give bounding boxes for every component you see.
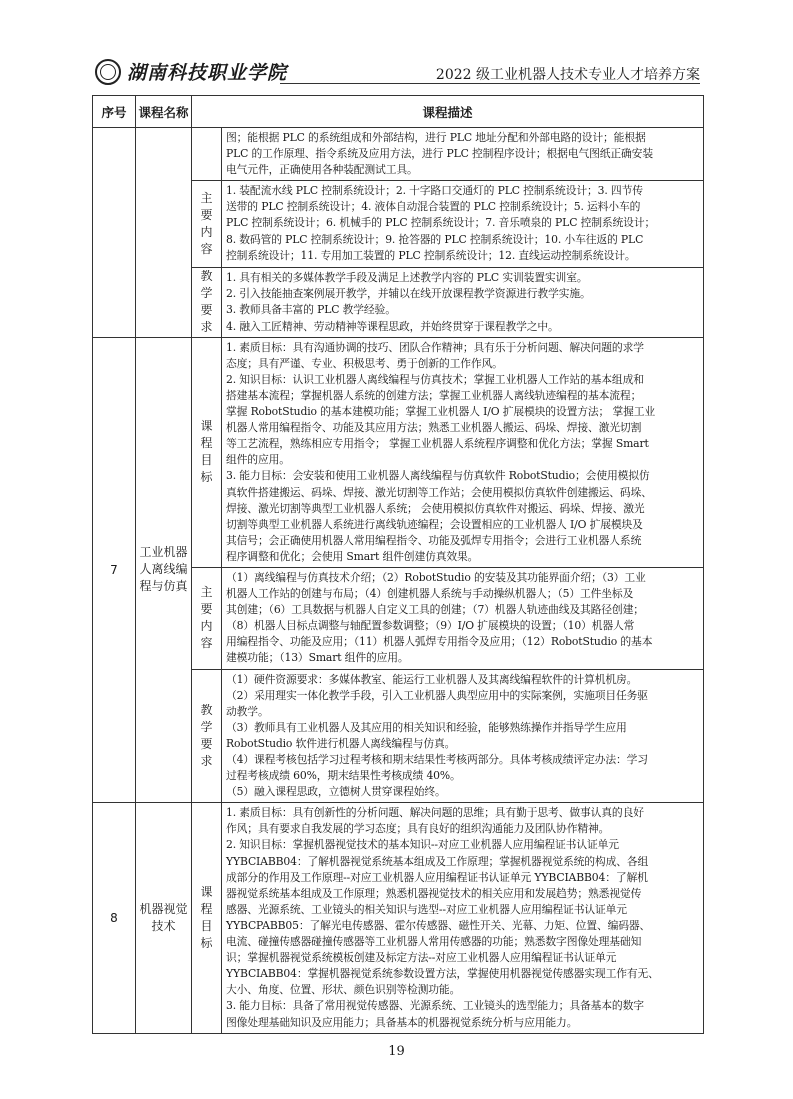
description-line: （1）离线编程与仿真技术介绍；（2）RobotStudio 的安装及其功能界面介绍；（3）工业 [226, 570, 646, 584]
description-line: 1. 素质目标：具有沟通协调的技巧、团队合作精神；具有乐于分析问题、解决问题的求学 [226, 340, 644, 354]
description-cell [222, 128, 704, 181]
description-line: 2. 知识目标：掌握机器视觉技术的基本知识--对应工业机器人应用编程证书认证单元 [226, 838, 619, 852]
course-name: 机器视觉技术 [136, 803, 192, 1033]
section-label: 主要内容 [192, 567, 222, 669]
description-line: YYBCIABB04：掌握机器视觉系统参数设置方法，掌握使用机器视觉传感器实现工作有无、 [226, 967, 659, 981]
description-line: 机器人常用编程指令、功能及其应用方法；熟悉工业机器人搬运、码垛、焊接、激光切割 [226, 421, 642, 435]
description-line: 识；掌握机器视觉系统模板创建及标定方法--对应工业机器人应用编程证书认证单元 [226, 951, 617, 965]
section-label: 主要内容 [192, 181, 222, 268]
course-number: 8 [93, 803, 136, 1033]
description-line: （4）课程考核包括学习过程考核和期末结果性考核两部分。具体考核成绩评定办法：学习 [226, 753, 648, 766]
section-cell [192, 128, 222, 181]
header-course-description: 课程描述 [192, 96, 704, 128]
description-cell [222, 181, 704, 268]
table-row [93, 803, 704, 1033]
description-line: 态度；具有严谨、专业、积极思考、勇于创新的工作作风。 [226, 356, 503, 370]
description-cell [222, 669, 704, 803]
description-cell [222, 803, 704, 1033]
description-line: （1）硬件资源要求：多媒体教室、能运行工业机器人及其离线编程软件的计算机机房。 [226, 672, 638, 686]
description-line: 焊接、激光切割等典型工业机器人系统； 会使用模拟仿真软件对搬运、码垛、焊接、激光 [226, 501, 645, 515]
description-line: 2. 知识目标：认识工业机器人离线编程与仿真技术；掌握工业机器人工作站的基本组成和 [226, 372, 644, 386]
description-line: 器视觉系统基本组成及工作原理；熟悉机器视觉技术的相关应用和发展趋势；熟悉视觉传 [226, 886, 642, 900]
course-table [92, 95, 704, 1034]
school-name-calligraphy: 湖南科技职业学院 [127, 62, 288, 84]
description-line: 8. 数码管的 PLC 控制系统设计；9. 抢答器的 PLC 控制系统设计；10. 小车往返的 PLC [226, 232, 644, 246]
description-line: 3. 教师具备丰富的 PLC 教学经验。 [226, 303, 396, 317]
description-cell [222, 268, 704, 337]
page-header [95, 58, 700, 88]
course-number: 7 [93, 337, 136, 803]
description-line: 切割等典型工业机器人系统进行离线轨迹编程；会设置相应的工业机器人 I/O 扩展模块及 [226, 517, 643, 531]
description-cell [222, 337, 704, 567]
header-number: 序号 [93, 96, 136, 128]
description-line: （3）教师具有工业机器人及其应用的相关知识和经验，能够熟练操作并指导学生应用 [226, 720, 627, 734]
description-line: 过程考核成绩 60%，期末结果性考核成绩 40%。 [226, 769, 461, 783]
header-course-name: 课程名称 [136, 96, 192, 128]
description-line: 3. 能力目标：会安装和使用工业机器人离线编程与仿真软件 RobotStudio；会使用模拟仿 [226, 469, 650, 483]
description-line: 搭建基本流程；掌握机器人系统的创建方法；掌握工业机器人离线轨迹编程的基本流程； [226, 388, 642, 402]
description-line: 图像处理基础知识及应用能力；具备基本的机器视觉系统分析与应用能力。 [226, 1015, 578, 1029]
description-line: 电气元件，正确使用各种装配测试工具。 [226, 163, 418, 177]
description-line: （8）机器人目标点调整与轴配置参数调整；（9）I/O 扩展模块的设置；（10）机器人常 [226, 619, 635, 633]
description-line: 组件的应用。 [226, 453, 290, 467]
description-line: 成部分的作用及工作原理--对应工业机器人应用编程证书认证单元 YYBCIABB04：了解机 [226, 870, 648, 884]
description-line: 程序调整和优化；会使用 Smart 组件创建仿真效果。 [226, 549, 479, 563]
description-line: 动教学。 [226, 704, 269, 718]
section-label: 教学要求 [192, 669, 222, 803]
description-line: （2）采用理实一体化教学手段，引入工业机器人典型应用中的实际案例，实施项目任务驱 [226, 688, 648, 702]
description-line: 掌握 RobotStudio 的基本建模功能；掌握工业机器人 I/O 扩展模块的设置方法； 掌握工业 [226, 405, 656, 419]
section-label: 教学要求 [192, 268, 222, 337]
document-title: 2022 级工业机器人技术专业人才培养方案 [435, 67, 700, 83]
description-line: 感器、光源系统、工业镜头的相关知识与选型--对应工业机器人应用编程证书认证单元 [226, 902, 627, 916]
description-line: 1. 装配流水线 PLC 控制系统设计；2. 十字路口交通灯的 PLC 控制系统设计；3. 四节传 [226, 184, 643, 198]
description-line: 2. 引入技能抽查案例展开教学，并辅以在线开放课程教学资源进行教学实施。 [226, 287, 591, 301]
description-line: 电流、碰撞传感器碰撞传感器等工业机器人常用传感器的功能；熟悉数字图像处理基础知 [226, 935, 642, 949]
description-line: YYBCIABB04：了解机器视觉系统基本组成及工作原理；掌握机器视觉系统的构成、各组 [226, 854, 649, 868]
course-name-cell [136, 128, 192, 338]
section-label: 课程目标 [192, 337, 222, 567]
description-line: 1. 具有相关的多媒体教学手段及满足上述教学内容的 PLC 实训装置实训室。 [226, 271, 588, 285]
description-line: 其信号；会正确使用机器人常用编程指令、功能及弧焊专用指令；会进行工业机器人系统 [226, 533, 642, 547]
school-logo [95, 58, 287, 85]
description-line: 4. 融入工匠精神、劳动精神等课程思政，并始终贯穿于课程教学之中。 [226, 319, 559, 333]
description-line: 送带的 PLC 控制系统设计；4. 液体自动混合装置的 PLC 控制系统设计；5. 运料小车的 [226, 200, 641, 214]
description-line: （5）融入课程思政，立德树人贯穿课程始终。 [226, 785, 446, 799]
description-line: 大小、角度、位置、形状、颜色识别等检测功能。 [226, 983, 461, 997]
number-cell [93, 128, 136, 338]
table-row [93, 128, 704, 181]
description-line: 用编程指令、功能及应用；（11）机器人弧焊专用指令及应用；（12）RobotStudio 的基本 [226, 635, 653, 649]
description-line: 3. 能力目标：具备了常用视觉传感器、光源系统、工业镜头的选型能力；具备基本的数字 [226, 999, 644, 1013]
section-label: 课程目标 [192, 803, 222, 1033]
description-line: PLC 控制系统设计；6. 机械手的 PLC 控制系统设计；7. 音乐喷泉的 PLC 控制系统设计； [226, 216, 656, 230]
description-line: 其创建；（6）工具数据与机器人自定义工具的创建；（7）机器人轨迹曲线及其路径创建； [226, 603, 644, 617]
description-line: 图；能根据 PLC 的系统组成和外部结构，进行 PLC 地址分配和外部电路的设计；能根据 [226, 131, 646, 144]
description-line: RobotStudio 软件进行机器人离线编程与仿真。 [226, 736, 456, 750]
table-row [93, 337, 704, 567]
course-name: 工业机器人离线编程与仿真 [136, 337, 192, 803]
description-line: 作风；具有要求自我发展的学习态度；具有良好的组织沟通能力及团队协作精神。 [226, 822, 610, 836]
table-header-row [93, 96, 704, 128]
description-line: PLC 的工作原理、指令系统及应用方法，进行 PLC 控制程序设计；根据电气图纸正确安装 [226, 147, 653, 161]
description-line: YYBCPABB05：了解光电传感器、霍尔传感器、磁性开关、光幕、力矩、位置、编码器、 [226, 918, 651, 932]
description-line: 建模功能；（13）Smart 组件的应用。 [226, 651, 409, 665]
description-line: 等工艺流程，熟练相应专用指令； 掌握工业机器人系统程序调整和优化方法；掌握 Smart [226, 437, 649, 451]
description-line: 机器人工作站的创建与布局；（4）创建机器人系统与手动操纵机器人；（5）工件坐标及 [226, 587, 634, 601]
school-seal-icon [95, 59, 121, 85]
description-cell [222, 567, 704, 669]
description-line: 1. 素质目标：具有创新性的分析问题、解决问题的思维；具有勤于思考、做事认真的良好 [226, 806, 644, 820]
page-number: 19 [388, 1044, 405, 1059]
description-line: 控制系统设计；11. 专用加工装置的 PLC 控制系统设计；12. 直线运动控制系统设计。 [226, 248, 636, 262]
description-line: 真软件搭建搬运、码垛、焊接、激光切割等工作站；会使用模拟仿真软件创建搬运、码垛、 [226, 485, 652, 499]
